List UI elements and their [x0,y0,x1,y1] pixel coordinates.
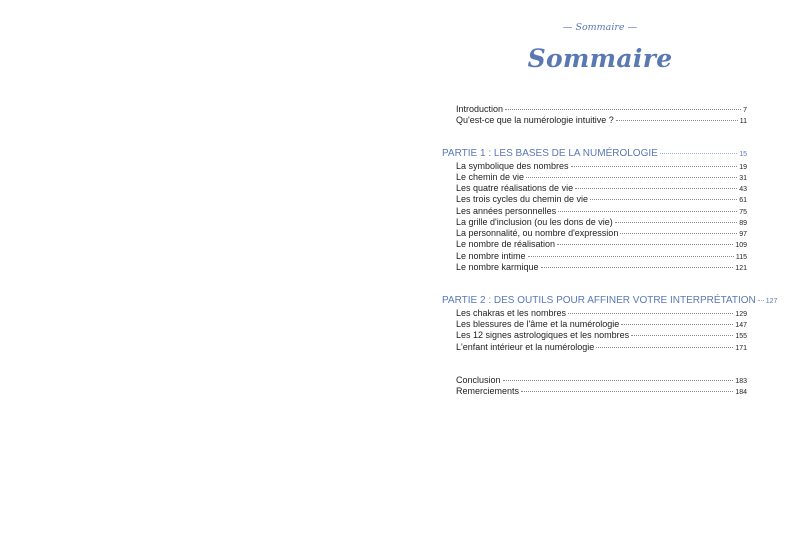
toc-entry-label: Le nombre intime [456,251,526,261]
toc-entry[interactable] [456,261,747,273]
dot-leader [596,347,733,348]
toc-entry-numerologie-intuitive[interactable] [456,114,747,126]
toc-entry-page: 11 [739,118,747,125]
toc-part-page: 15 [739,151,747,158]
dot-leader [660,153,737,154]
toc-entry-page: 121 [735,265,747,272]
dot-leader [568,313,733,314]
toc-entry-label: Le nombre karmique [456,262,539,272]
dot-leader [590,199,737,200]
toc-entry-label: Les chakras et les nombres [456,308,567,318]
toc-entry-page: 171 [735,345,747,352]
page-title: Sommaire [527,44,673,73]
toc-entry-label: Les trois cycles du chemin de vie [456,194,589,204]
dot-leader [541,267,734,268]
toc-entry-page: 7 [743,107,747,114]
toc-entry-page: 75 [739,209,747,216]
toc-entry-remerciements[interactable] [456,385,747,397]
toc-entry-label: Le nombre de réalisation [456,239,556,249]
toc-entry-label: Les 12 signes astrologiques et les nombres [456,330,630,340]
toc-entry[interactable] [456,341,747,353]
dot-leader [558,211,737,212]
toc-entry-page: 183 [735,378,747,385]
toc-entry-label: Introduction [456,104,504,114]
toc-entry-page: 129 [735,311,747,318]
dot-leader [621,324,733,325]
toc-entry-page: 97 [739,231,747,238]
toc-part-label: PARTIE 2 : DES OUTILS POUR AFFINER VOTRE INTERPRÉTATION [442,295,756,306]
toc-entry-page: 61 [739,197,747,204]
running-head: — Sommaire — [562,22,638,33]
dot-leader [503,380,734,381]
dot-leader [526,177,737,178]
dot-leader [528,256,734,257]
toc-entry[interactable] [456,193,747,205]
toc-entry-label: Les blessures de l'âme et la numérologie [456,319,620,329]
dot-leader [615,222,737,223]
toc-part-label: PARTIE 1 : LES BASES DE LA NUMÉROLOGIE [442,148,658,159]
dot-leader [620,233,737,234]
toc-entry-label: La symbolique des nombres [456,161,569,171]
toc-entry-label: La grille d'inclusion (ou les dons de vie) [456,217,613,227]
dot-leader [505,109,741,110]
dot-leader [571,166,738,167]
dot-leader [575,188,737,189]
toc-entry-label: La personnalité, ou nombre d'expression [456,228,619,238]
dot-leader [557,244,733,245]
dot-leader [521,391,733,392]
toc-part-2-heading[interactable] [442,294,778,308]
toc-entry-label: Les années personnelles [456,206,557,216]
toc-part-page: 127 [765,298,778,305]
toc-entry-page: 109 [735,242,747,249]
toc-entry-label: Qu'est-ce que la numérologie intuitive ? [456,115,614,125]
toc-entry-page: 19 [739,164,747,171]
dot-leader [631,335,733,336]
dot-leader [758,300,764,301]
toc-entry-page: 31 [739,175,747,182]
toc-entry-label: Conclusion [456,375,501,385]
toc-entry-label: Les quatre réalisations de vie [456,183,574,193]
toc-entry-label: Remerciements [456,386,520,396]
toc-entry-page: 115 [735,254,747,261]
dot-leader [616,120,738,121]
toc-entry[interactable] [456,329,747,341]
toc-entry-page: 184 [735,389,747,396]
toc-entry-page: 147 [735,322,747,329]
toc-entry[interactable] [456,238,747,250]
toc-entry-page: 43 [739,186,747,193]
toc-entry-page: 89 [739,220,747,227]
toc-part-1-heading[interactable] [442,147,747,161]
toc-entry-label: L'enfant intérieur et la numérologie [456,342,595,352]
toc-entry-page: 155 [735,333,747,340]
toc-entry-label: Le chemin de vie [456,172,525,182]
